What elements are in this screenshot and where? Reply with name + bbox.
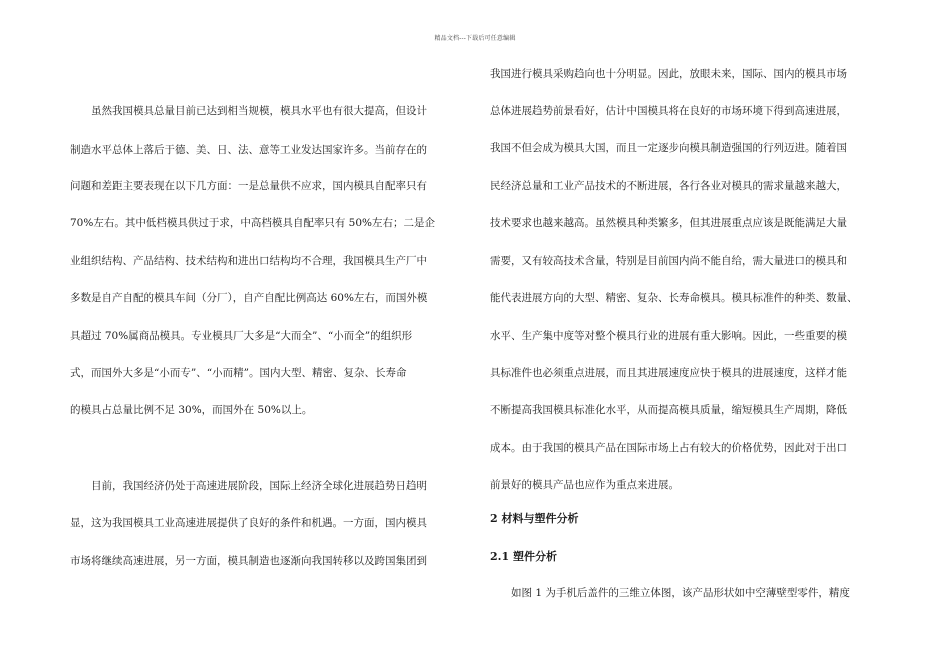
text-line: 我国不但会成为模具大国，而且一定逐步向模具制造强国的行列迈进。随着国 — [490, 142, 847, 154]
text-line: 具超过 70%属商品模具。专业模具厂大多是“大而全”、“小而全”的组织形 — [70, 330, 413, 342]
text-line: 具标准件也必须重点进展，而且其进展速度应快于模具的进展速度，这样才能 — [490, 367, 847, 379]
text-line: 成本。由于我国的模具产品在国际市场上占有较大的价格优势，因此对于出口 — [490, 442, 847, 454]
text-line: 显，这为我国模具工业高速进展提供了良好的条件和机遇。一方面，国内模具 — [70, 517, 427, 529]
text-line: 水平、生产集中度等对整个模具行业的进展有重大影响。因此，一些重要的模 — [490, 330, 847, 342]
text-line: 技术要求也越来越高。虽然模具种类繁多，但其进展重点应该是既能满足大量 — [490, 217, 847, 229]
text-line: 需要，又有较高技术含量，特别是目前国内尚不能自给，需大量进口的模具和 — [490, 255, 847, 267]
text-line: 式，而国外大多是“小而专”、“小而精”。国内大型、精密、复杂、长寿命 — [70, 367, 407, 379]
text-line: 的模具占总量比例不足 30%，而国外在 50%以上。 — [70, 404, 313, 416]
text-line: 业组织结构、产品结构、技术结构和进出口结构均不合理，我国模具生产厂中 — [70, 255, 427, 267]
subsection-heading: 2.1 塑件分析 — [490, 550, 557, 563]
text-line: 制造水平总体上落后于德、美、日、法、意等工业发达国家许多。当前存在的 — [70, 144, 427, 156]
text-line: 问题和差距主要表现在以下几方面：一是总量供不应求，国内模具自配率只有 — [70, 180, 427, 192]
text-line: 目前，我国经济仍处于高速进展阶段，国际上经济全球化进展趋势日趋明 — [70, 480, 427, 492]
text-line: 不断提高我国模具标准化水平，从而提高模具质量，缩短模具生产周期，降低 — [490, 404, 847, 416]
page-header: 精品文档---下载后可任意编辑 — [434, 35, 516, 42]
text-line: 能代表进展方向的大型、精密、复杂、长寿命模具。模具标准件的种类、数量、 — [490, 292, 858, 304]
text-line: 如图 1 为手机后盖件的三维立体图，该产品形状如中空薄壁型零件，精度 — [490, 587, 850, 599]
text-line: 民经济总量和工业产品技术的不断进展，各行各业对模具的需求量越来越大， — [490, 180, 847, 192]
text-line: 我国进行模具采购趋向也十分明显。因此，放眼未来，国际、国内的模具市场 — [490, 68, 847, 80]
text-line: 多数是自产自配的模具车间（分厂），自产自配比例高达 60%左右，而国外模 — [70, 292, 428, 304]
text-line: 70%左右。其中低档模具供过于求，中高档模具自配率只有 50%左右；二是企 — [70, 217, 436, 229]
text-line: 虽然我国模具总量目前已达到相当规模，模具水平也有很大提高，但设计 — [70, 105, 427, 117]
text-line: 市场将继续高速进展，另一方面，模具制造也逐渐向我国转移以及跨国集团到 — [70, 555, 427, 567]
section-heading: 2 材料与塑件分析 — [490, 512, 579, 525]
text-line: 前景好的模具产品也应作为重点来进展。 — [490, 479, 679, 491]
text-line: 总体进展趋势前景看好，估计中国模具将在良好的市场环境下得到高速进展， — [490, 105, 847, 117]
